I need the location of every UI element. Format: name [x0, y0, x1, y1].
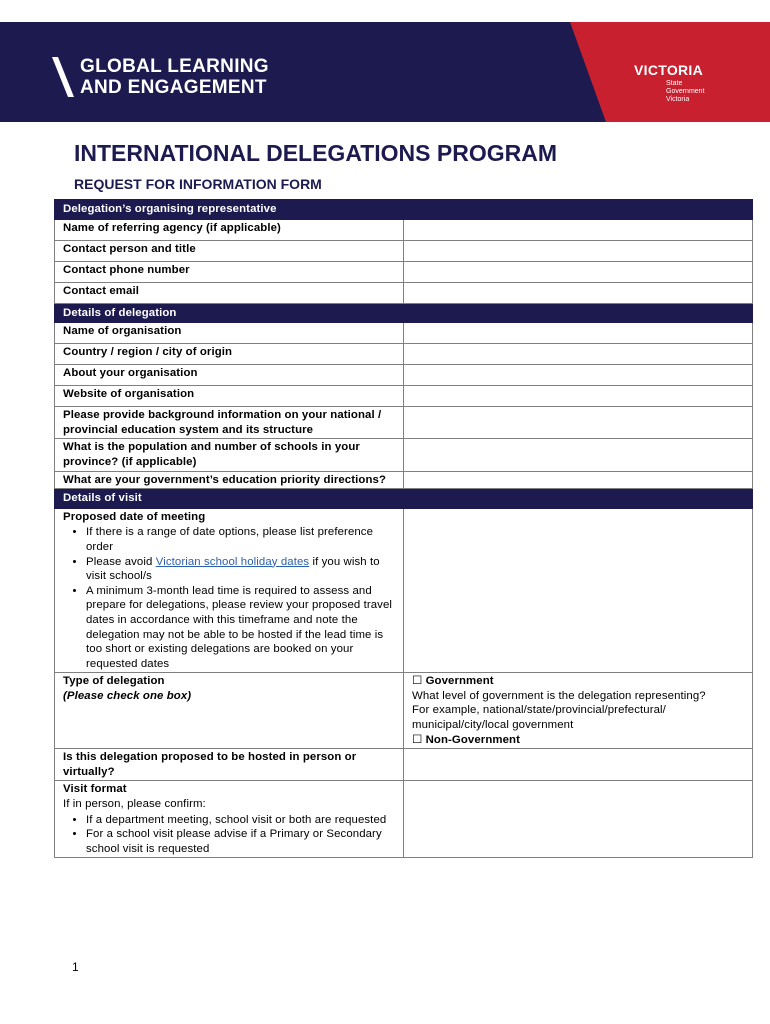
answer-cell[interactable]	[404, 386, 753, 407]
victoria-sub-1: State	[666, 80, 683, 87]
answer-cell[interactable]	[404, 240, 753, 261]
page-subtitle: REQUEST FOR INFORMATION FORM	[74, 176, 322, 192]
field-label: Contact email	[55, 282, 404, 303]
option-non-government: Non-Government	[425, 733, 521, 746]
meeting-bullet-2-pre: Please avoid	[86, 555, 156, 568]
victoria-sub-2: Government	[666, 88, 705, 95]
page-title: INTERNATIONAL DELEGATIONS PROGRAM	[74, 140, 557, 166]
field-label: What is the population and number of schools in your province? (if applicable)	[55, 439, 404, 471]
gov-example: For example, national/state/provincial/prefectural/ municipal/city/local government	[412, 704, 666, 732]
answer-cell[interactable]	[404, 219, 753, 240]
answer-cell[interactable]	[404, 749, 753, 781]
victoria-sub-3: Victoria	[666, 96, 690, 103]
victoria-logo	[634, 62, 705, 104]
type-label-cell	[55, 673, 404, 749]
meeting-date-label: Proposed date of meeting	[63, 510, 206, 523]
type-note: (Please check one box)	[63, 689, 192, 702]
answer-cell[interactable]	[404, 344, 753, 365]
answer-cell[interactable]	[404, 471, 753, 489]
field-label: Is this delegation proposed to be hosted in person or virtually?	[55, 749, 404, 781]
visit-format-intro: If in person, please confirm:	[63, 798, 206, 811]
section-heading-delegation: Details of delegation	[55, 303, 753, 323]
visit-format-cell	[55, 781, 404, 858]
answer-cell[interactable]	[404, 323, 753, 344]
page-number: 1	[72, 960, 79, 974]
meeting-bullet-2	[86, 555, 397, 584]
format-bullet-2: • For a school visit please advise if a Primary or Secondary school visit is requested	[86, 827, 397, 856]
meeting-bullet-2-post: if you wish to visit school/s	[86, 555, 380, 583]
field-label: Contact phone number	[55, 261, 404, 282]
field-label: Country / region / city of origin	[55, 344, 404, 365]
field-label: Contact person and title	[55, 240, 404, 261]
section-heading-visit: Details of visit	[55, 489, 753, 509]
option-government: Government	[425, 675, 494, 688]
answer-cell[interactable]	[404, 261, 753, 282]
request-form-table	[54, 199, 753, 858]
answer-cell[interactable]	[404, 407, 753, 439]
answer-cell[interactable]	[404, 508, 753, 673]
field-label: Please provide background information on your national / provincial education system and its structure	[55, 407, 404, 439]
field-label: Name of organisation	[55, 323, 404, 344]
answer-cell[interactable]	[404, 781, 753, 858]
format-bullet-1: • If a department meeting, school visit or both are requested	[86, 813, 397, 828]
logo-line-2: AND ENGAGEMENT	[80, 77, 267, 98]
type-options-cell	[404, 673, 753, 749]
gov-question: What level of government is the delegation representing?	[412, 689, 706, 702]
meeting-date-label-cell	[55, 508, 404, 673]
type-label: Type of delegation	[63, 675, 165, 688]
field-label: Name of referring agency (if applicable)	[55, 219, 404, 240]
meeting-bullet-3: • A minimum 3-month lead time is required to assess and prepare for delegations, please review your proposed travel dates in accordance with this timeframe and note the delegation may not be able to be hosted if the lead time is too short or existing delegations are booked on your requested dates	[86, 584, 397, 672]
field-label: Website of organisation	[55, 386, 404, 407]
gle-logo	[52, 56, 269, 98]
checkbox-government[interactable]: ☐	[412, 675, 423, 688]
section-heading-representative: Delegation’s organising representative	[55, 200, 753, 220]
checkbox-non-government[interactable]: ☐	[412, 733, 423, 746]
answer-cell[interactable]	[404, 282, 753, 303]
victoria-wordmark: VICTORIA	[634, 62, 704, 78]
field-label: What are your government’s education priority directions?	[55, 471, 404, 489]
logo-line-1: GLOBAL LEARNING	[80, 56, 269, 77]
slash-icon	[52, 57, 74, 97]
header-banner	[0, 22, 770, 122]
answer-cell[interactable]	[404, 439, 753, 471]
answer-cell[interactable]	[404, 365, 753, 386]
school-holiday-link[interactable]: Victorian school holiday dates	[155, 555, 310, 568]
field-label: About your organisation	[55, 365, 404, 386]
meeting-bullet-1: • If there is a range of date options, please list preference order	[86, 525, 397, 554]
visit-format-label: Visit format	[63, 783, 127, 796]
